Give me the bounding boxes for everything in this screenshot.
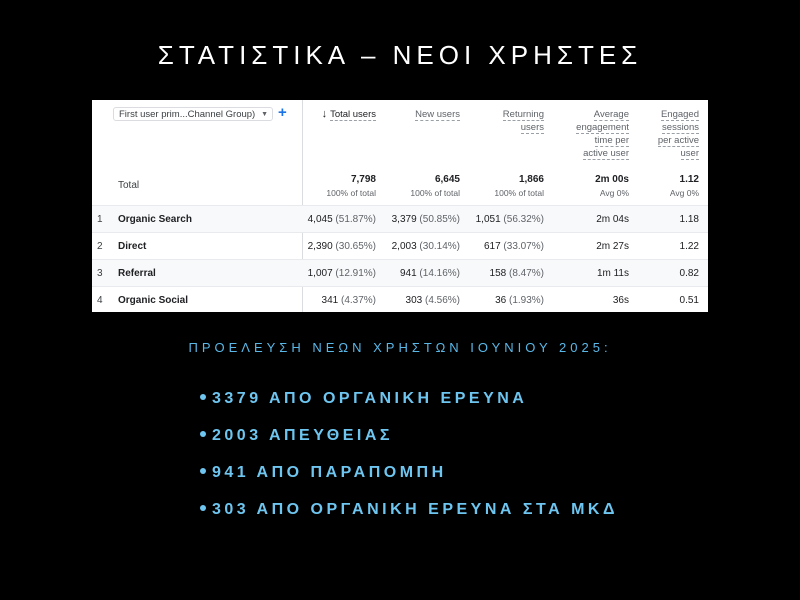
cell-avg-time: 2m 27s xyxy=(596,241,629,252)
table-row xyxy=(92,232,708,259)
col-new-users[interactable] xyxy=(390,108,460,121)
cell-total-users xyxy=(297,241,376,252)
table-row xyxy=(92,205,708,232)
cell-pct: (50.85%) xyxy=(419,214,460,225)
cell-new-users xyxy=(380,214,460,225)
cell-pct: (51.87%) xyxy=(335,214,376,225)
cell-sessions: 0.51 xyxy=(679,295,699,306)
col-returning-users[interactable] xyxy=(474,108,544,134)
row-channel[interactable]: Referral xyxy=(118,268,156,279)
cell-sessions: 0.82 xyxy=(679,268,699,279)
dimension-select[interactable] xyxy=(113,107,273,121)
row-index: 4 xyxy=(97,295,103,306)
cell-pct: (14.16%) xyxy=(419,268,460,279)
bullet-dot-icon xyxy=(200,394,206,400)
row-index: 3 xyxy=(97,268,103,279)
cell-value: 341 xyxy=(321,295,339,306)
cell-value: 2,003 xyxy=(391,241,417,252)
row-channel[interactable]: Organic Social xyxy=(118,295,189,306)
bullet-dot-icon xyxy=(200,468,206,474)
cell-returning xyxy=(464,241,544,252)
cell-avg-time: 1m 11s xyxy=(596,268,629,279)
cell-value: 3,379 xyxy=(391,214,417,225)
cell-total-users xyxy=(297,214,376,225)
row-channel[interactable]: Direct xyxy=(118,241,147,252)
cell-pct: (30.14%) xyxy=(419,241,460,252)
cell-value: 2,390 xyxy=(307,241,333,252)
cell-new-users xyxy=(380,295,460,306)
col-label: users xyxy=(520,122,544,133)
cell-pct: (4.56%) xyxy=(424,295,460,306)
col-avg-engagement[interactable] xyxy=(556,108,629,160)
chevron-down-icon: ▼ xyxy=(261,111,268,118)
total-value: 2m 00s xyxy=(595,174,629,185)
cell-value: 36 xyxy=(495,295,507,306)
table-row xyxy=(92,259,708,286)
cell-returning xyxy=(464,268,544,279)
sort-down-icon: ↓ xyxy=(321,108,328,120)
total-sub: 100% of total xyxy=(326,188,376,198)
bullet-text: 303 ΑΠΟ ΟΡΓΑΝΙΚΗ ΕΡΕΥΝΑ ΣΤΑ ΜΚΔ xyxy=(212,501,618,518)
row-index: 2 xyxy=(97,241,103,252)
col-label: user xyxy=(680,148,699,159)
cell-sessions: 1.22 xyxy=(679,241,699,252)
total-sub: 100% of total xyxy=(494,188,544,198)
col-engaged-sessions[interactable] xyxy=(638,108,699,160)
cell-value: 158 xyxy=(489,268,507,279)
cell-returning xyxy=(464,295,544,306)
table-row xyxy=(92,286,708,313)
total-value: 7,798 xyxy=(350,174,376,185)
subtitle: ΠΡΟΕΛΕΥΣΗ ΝΕΩΝ ΧΡΗΣΤΩΝ ΙΟΥΝΙΟΥ 2025: xyxy=(188,340,612,355)
cell-avg-time: 2m 04s xyxy=(596,214,629,225)
col-label: Average xyxy=(593,109,629,120)
row-channel[interactable]: Organic Search xyxy=(118,214,192,225)
cell-value: 1,051 xyxy=(475,214,501,225)
col-label: Engaged xyxy=(660,109,699,120)
col-label: time per xyxy=(594,135,629,146)
analytics-table xyxy=(92,100,708,312)
cell-pct: (12.91%) xyxy=(335,268,376,279)
bullet-dot-icon xyxy=(200,505,206,511)
page-title: ΣΤΑΤΙΣΤΙΚΑ – ΝΕΟΙ ΧΡΗΣΤΕΣ xyxy=(157,40,643,70)
cell-pct: (56.32%) xyxy=(503,214,544,225)
cell-total-users xyxy=(297,295,376,306)
cell-value: 4,045 xyxy=(307,214,333,225)
list-item xyxy=(200,499,618,536)
cell-value: 1,007 xyxy=(307,268,333,279)
cell-avg-time: 36s xyxy=(612,295,629,306)
bullet-text: 941 ΑΠΟ ΠΑΡΑΠΟΜΠΗ xyxy=(212,464,447,481)
dimension-select-label: First user prim...Channel Group) xyxy=(119,109,256,120)
col-label: Total users xyxy=(330,109,376,120)
col-label: engagement xyxy=(576,122,629,133)
cell-value: 941 xyxy=(399,268,417,279)
total-label: Total xyxy=(118,180,140,191)
cell-value: 617 xyxy=(483,241,501,252)
cell-pct: (33.07%) xyxy=(503,241,544,252)
cell-sessions: 1.18 xyxy=(679,214,699,225)
col-label: New users xyxy=(415,109,460,120)
bullet-list xyxy=(200,388,618,536)
bullet-text: 3379 ΑΠΟ ΟΡΓΑΝΙΚΗ ΕΡΕΥΝΑ xyxy=(212,390,528,407)
col-label: per active xyxy=(657,135,699,146)
cell-pct: (8.47%) xyxy=(508,268,544,279)
list-item xyxy=(200,388,618,425)
cell-new-users xyxy=(380,268,460,279)
list-item xyxy=(200,462,618,499)
col-label: active user xyxy=(583,148,629,159)
col-label: sessions xyxy=(662,122,699,133)
total-sub: Avg 0% xyxy=(669,188,699,198)
cell-total-users xyxy=(297,268,376,279)
total-sub: 100% of total xyxy=(410,188,460,198)
row-index: 1 xyxy=(97,214,103,225)
bullet-text: 2003 ΑΠΕΥΘΕΙΑΣ xyxy=(212,427,394,444)
total-value: 1.12 xyxy=(679,174,699,185)
col-label: Returning xyxy=(502,109,544,120)
add-dimension-icon[interactable]: + xyxy=(278,104,287,121)
cell-pct: (30.65%) xyxy=(335,241,376,252)
bullet-dot-icon xyxy=(200,431,206,437)
cell-new-users xyxy=(380,241,460,252)
list-item xyxy=(200,425,618,462)
total-value: 1,866 xyxy=(518,174,544,185)
total-value: 6,645 xyxy=(434,174,460,185)
total-sub: Avg 0% xyxy=(599,188,629,198)
cell-pct: (1.93%) xyxy=(508,295,544,306)
cell-value: 303 xyxy=(405,295,423,306)
cell-returning xyxy=(464,214,544,225)
col-total-users[interactable] xyxy=(306,108,376,121)
cell-pct: (4.37%) xyxy=(340,295,376,306)
